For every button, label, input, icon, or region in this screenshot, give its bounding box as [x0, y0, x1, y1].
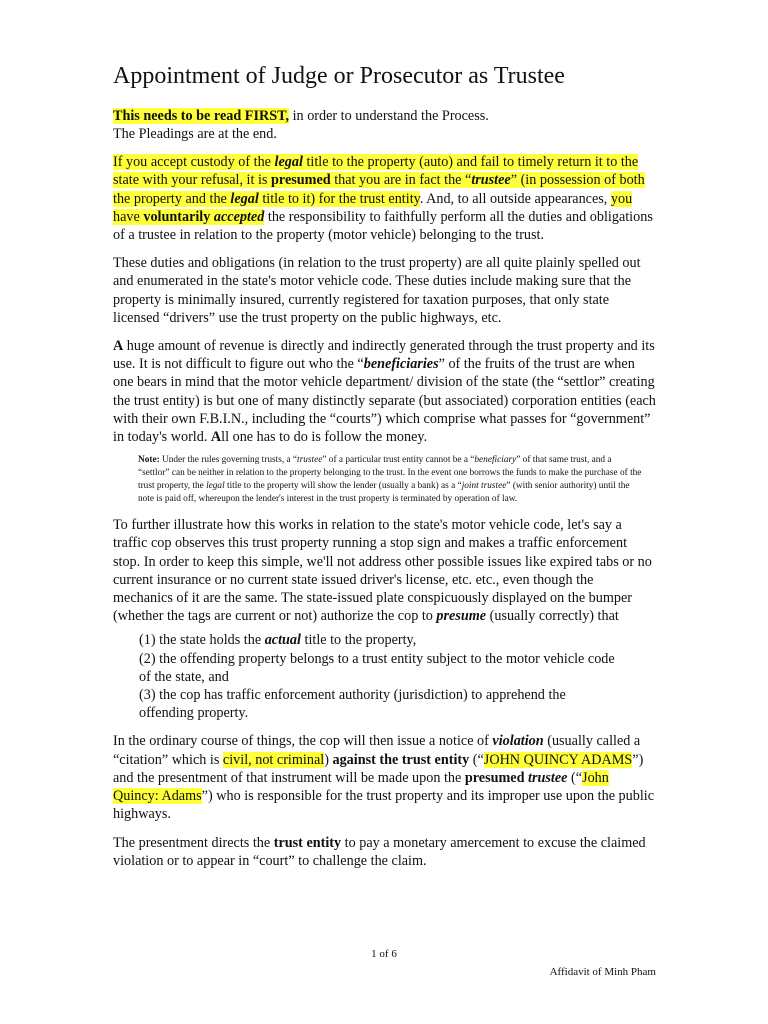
paragraph-revenue: A huge amount of revenue is directly and indirectly generated through the trust property and its use. It is not difficult to figure out who the “beneficiaries” of the fruits of the trust are when one bears in mind that the motor vehicle department/ division of the state (the “settlor” creating the trust entity) is but one of many distinctly separate (but associated) corporation entities (each with their own F.B.I.N., including the “courts”) which comprise what passes for “government” in today's world. All one has to do is follow the money.	[113, 338, 656, 446]
paragraph-duties: These duties and obligations (in relation to the trust property) are all quite plainly spelled out and enumerated in the state's motor vehicle code. These duties include making sure that the property is minimally insured, currently registered for taxation purposes, that only state licensed “drivers” use the trust property on the public highways, etc.	[113, 255, 641, 326]
intro-paragraph: This needs to be read FIRST, in order to understand the Process. The Pleadings are at the end.	[113, 107, 489, 142]
paragraph-traffic-stop: To further illustrate how this works in relation to the state's motor vehicle code, let's say a traffic cop observes this trust property running a stop sign and makes a traffic enforcement stop. In order to keep this simple, we'll not address other possible issues like expired tabs or no current insurance or no current state issued driver's license, etc. etc., even though the mechanics of it are the same. The state-issued plate conspicuously displayed on the bumper (whether the tags are current or not) authorize the cop to presume (usually correctly) that	[113, 517, 652, 625]
trust-rules-note: Note: Under the rules governing trusts, a “trustee” of a particular trust entity cannot be a “beneficiary” of that same trust, and a “settlor” can be neither in relation to the property belonging to the trust. In the event one borrows the funds to make the purchase of the trust property, the legal title to the property will show the lender (usually a bank) as a “joint trustee” (with senior authority) until the note is paid off, whereupon the lender's interest in the trust property is terminated by operation of law.	[138, 455, 642, 505]
list-item: (1) the state holds the actual title to the property,	[139, 632, 417, 649]
page-number: 1 of 6	[371, 948, 397, 960]
list-item: (3) the cop has traffic enforcement authority (jurisdiction) to apprehend the offending property.	[139, 687, 566, 722]
read-first-highlight: This needs to be read FIRST,	[113, 107, 290, 124]
presumption-list	[139, 631, 656, 722]
page-footer: Affidavit of Minh Pham	[549, 966, 656, 978]
pleadings-note: The Pleadings are at the end.	[113, 126, 277, 142]
paragraph-custody: If you accept custody of the legal title to the property (auto) and fail to timely return it to the state with your refusal, it is presumed that you are in fact the “trustee” (in possession of both the property and the legal title to it) for the trust entity. And, to all outside appearances, you have voluntarily accepted the responsibility to faithfully perform all the duties and obligations of a trustee in relation to the property (motor vehicle) belonging to the trust.	[113, 154, 653, 244]
paragraph-citation: In the ordinary course of things, the cop will then issue a notice of violation (usually called a “citation” which is civil, not criminal) against the trust entity (“JOHN QUINCY ADAMS”) and the presentment of that instrument will be made upon the presumed trustee (“John Quincy: Adams”) who is responsible for the trust property and its improper use upon the public highways.	[113, 733, 655, 823]
list-item: (2) the offending property belongs to a trust entity subject to the motor vehicle code of the state, and	[139, 650, 615, 685]
document-title: Appointment of Judge or Prosecutor as Trustee	[113, 63, 565, 89]
paragraph-presentment: The presentment directs the trust entity to pay a monetary amercement to excuse the claimed violation or to appear in “court” to challenge the claim.	[113, 834, 646, 869]
